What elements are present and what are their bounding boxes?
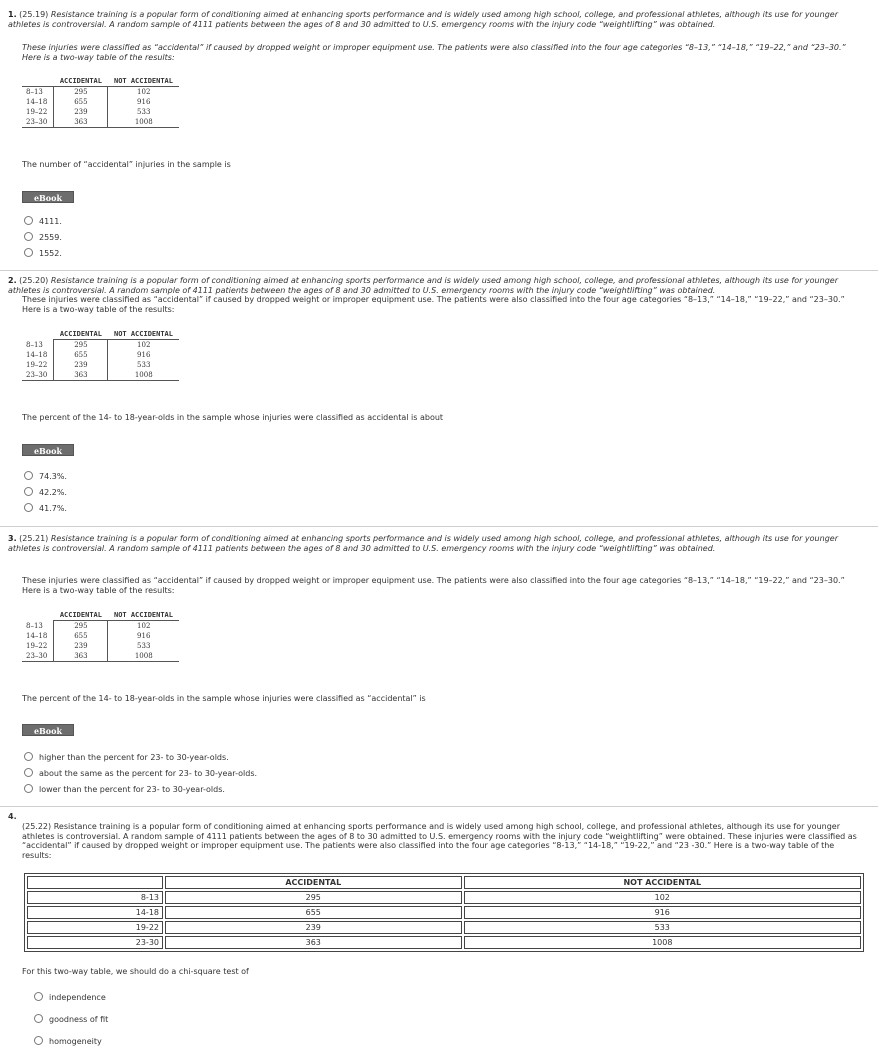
- radio-icon[interactable]: [24, 768, 33, 777]
- radio-icon[interactable]: [34, 1014, 43, 1023]
- radio-icon[interactable]: [24, 784, 33, 793]
- cell: 1008: [108, 370, 179, 381]
- answer-option[interactable]: [24, 471, 67, 483]
- row-label: 23–30: [22, 117, 54, 128]
- answer-option[interactable]: [34, 992, 106, 1004]
- divider: [0, 526, 878, 527]
- question-code: (25.22): [22, 822, 52, 831]
- answer-option[interactable]: [24, 248, 62, 260]
- cell: 295: [54, 87, 108, 98]
- row-label: 23-30: [27, 936, 163, 949]
- answer-option[interactable]: [24, 752, 229, 764]
- ebook-button[interactable]: eBook: [22, 444, 74, 456]
- radio-icon[interactable]: [34, 992, 43, 1001]
- cell: 533: [137, 642, 151, 650]
- row-label: 8–13: [22, 87, 54, 98]
- answer-option[interactable]: [24, 487, 67, 499]
- row-label: 23–30: [22, 651, 54, 662]
- cell: 533: [137, 361, 151, 369]
- ebook-button[interactable]: eBook: [22, 724, 74, 736]
- cell: 533: [464, 921, 861, 934]
- row-label: 8-13: [27, 891, 163, 904]
- option-label: about the same as the percent for 23- to 30-year-olds.: [39, 769, 258, 778]
- row-label: 19–22: [22, 360, 54, 370]
- divider: [0, 806, 878, 807]
- answer-option[interactable]: [24, 216, 62, 228]
- cell: 1008: [464, 936, 861, 949]
- data-table: [24, 873, 864, 952]
- answer-option[interactable]: [24, 784, 225, 796]
- question-number: 3.: [8, 534, 17, 543]
- ebook-button[interactable]: eBook: [22, 191, 74, 203]
- cell: 102: [464, 891, 861, 904]
- row-label: 23–30: [22, 370, 54, 381]
- option-label: independence: [49, 993, 106, 1002]
- question-number: 2.: [8, 276, 17, 285]
- col-accidental: ACCIDENTAL: [54, 610, 108, 621]
- option-label: goodness of fit: [49, 1015, 109, 1024]
- cell: 295: [54, 340, 108, 351]
- question-intro: Resistance training is a popular form of conditioning aimed at enhancing sports performance and is widely used among high school, college, and professional athletes, although its use for younger athletes is controversial. A random sample of 4111 patients between the ages of 8 and 30 admitted to U.S. emergency rooms with the injury code “weightlifting” was obtained.: [8, 276, 838, 295]
- col-accidental: ACCIDENTAL: [54, 76, 108, 87]
- question-intro: Resistance training is a popular form of conditioning aimed at enhancing sports performance and is widely used among high school, college, and professional athletes, although its use for younger athletes is controversial. A random sample of 4111 patients between the ages of 8 and 30 admitted to U.S. emergency rooms with the injury code “weightlifting” was obtained.: [8, 534, 838, 553]
- option-label: 74.3%.: [39, 472, 67, 481]
- row-label: 14–18: [22, 97, 54, 107]
- cell: 1008: [108, 651, 179, 662]
- cell: 655: [54, 97, 108, 107]
- cell: 916: [137, 632, 151, 640]
- answer-option[interactable]: [34, 1014, 108, 1026]
- option-label: 4111.: [39, 217, 62, 226]
- cell: 102: [137, 341, 151, 349]
- col-not-accidental: NOT ACCIDENTAL: [108, 76, 179, 87]
- cell: 363: [165, 936, 462, 949]
- cell: 239: [165, 921, 462, 934]
- radio-icon[interactable]: [24, 232, 33, 241]
- question-4-header: [22, 822, 860, 860]
- question-1-header: [8, 10, 860, 29]
- data-table: [22, 610, 179, 662]
- radio-icon[interactable]: [34, 1036, 43, 1045]
- row-label: 19-22: [27, 921, 163, 934]
- option-label: higher than the percent for 23- to 30-year-olds.: [39, 753, 229, 762]
- row-label: 8–13: [22, 621, 54, 632]
- data-table: [22, 329, 179, 381]
- row-label: 14–18: [22, 631, 54, 641]
- radio-icon[interactable]: [24, 503, 33, 512]
- row-label: 14-18: [27, 906, 163, 919]
- cell: 102: [137, 88, 151, 96]
- question-2-header: [8, 276, 860, 295]
- cell: 102: [137, 622, 151, 630]
- row-label: 19–22: [22, 641, 54, 651]
- cell: 363: [54, 117, 108, 128]
- divider: [0, 270, 878, 271]
- answer-option[interactable]: [24, 232, 62, 244]
- cell: 295: [54, 621, 108, 632]
- question-prompt: For this two-way table, we should do a chi-square test of: [22, 967, 249, 976]
- question-3-header: [8, 534, 860, 553]
- radio-icon[interactable]: [24, 248, 33, 257]
- col-not-accidental: NOT ACCIDENTAL: [464, 876, 861, 889]
- radio-icon[interactable]: [24, 487, 33, 496]
- radio-icon[interactable]: [24, 752, 33, 761]
- question-classification: These injuries were classified as “accidental” if caused by dropped weight or improper equipment use. The patients were also classified into the four age categories “8–13,” “14–18,” “19–22,” and “23–30.” Here is a two-way table of the results:: [22, 43, 846, 62]
- row-label: 8–13: [22, 340, 54, 351]
- cell: 655: [165, 906, 462, 919]
- col-not-accidental: NOT ACCIDENTAL: [108, 329, 179, 340]
- cell: 916: [464, 906, 861, 919]
- cell: 655: [54, 631, 108, 641]
- option-label: homogeneity: [49, 1037, 102, 1046]
- cell: 363: [54, 370, 108, 381]
- cell: 295: [165, 891, 462, 904]
- answer-option[interactable]: [24, 768, 257, 780]
- cell: 239: [54, 107, 108, 117]
- cell: 916: [137, 351, 151, 359]
- question-number: 1.: [8, 10, 17, 19]
- answer-option[interactable]: [34, 1036, 102, 1048]
- option-label: 42.2%.: [39, 488, 67, 497]
- cell: 239: [54, 641, 108, 651]
- option-label: 2559.: [39, 233, 62, 242]
- cell: 239: [54, 360, 108, 370]
- option-label: lower than the percent for 23- to 30-year-olds.: [39, 785, 225, 794]
- question-classification: These injuries were classified as “accidental” if caused by dropped weight or improper equipment use. The patients were also classified into the four age categories “8–13,” “14–18,” “19–22,” and “23–30.” Here is a two-way table of the results:: [22, 295, 845, 314]
- question-classification: These injuries were classified as “accidental” if caused by dropped weight or improper equipment use. The patients were also classified into the four age categories “8–13,” “14–18,” “19–22,” and “23–30.” Here is a two-way table of the results:: [22, 576, 845, 595]
- question-number: 4.: [8, 812, 17, 821]
- data-table: [22, 76, 179, 128]
- cell: 533: [137, 108, 151, 116]
- radio-icon[interactable]: [24, 471, 33, 480]
- cell: 363: [54, 651, 108, 662]
- question-prompt: The percent of the 14- to 18-year-olds in the sample whose injuries were classified as accidental is about: [22, 413, 444, 422]
- row-label: 14–18: [22, 350, 54, 360]
- cell: 916: [137, 98, 151, 106]
- question-intro: Resistance training is a popular form of conditioning aimed at enhancing sports performance and is widely used among high school, college, and professional athletes, although its use for younger athletes is controversial. A random sample of 4111 patients between the ages of 8 to 30 admitted to U.S. emergency rooms with the injury code “weightlifting” were obtained. These injuries were classified as “accidental” if caused by dropped weight or improper equipment use. The patients were also classified into the four age categories “8-13,” “14-18,” “19-22,” and “23 -30.” Here is a two-way table of the results:: [22, 822, 857, 860]
- option-label: 1552.: [39, 249, 62, 258]
- row-label: 19–22: [22, 107, 54, 117]
- col-accidental: ACCIDENTAL: [54, 329, 108, 340]
- cell: 1008: [108, 117, 179, 128]
- question-prompt: The percent of the 14- to 18-year-olds in the sample whose injuries were classified as “accidental” is: [22, 694, 426, 703]
- question-intro: Resistance training is a popular form of conditioning aimed at enhancing sports performance and is widely used among high school, college, and professional athletes, although its use for younger athletes is controversial. A random sample of 4111 patients between the ages of 8 and 30 admitted to U.S. emergency rooms with the injury code “weightlifting” was obtained.: [8, 10, 838, 29]
- question-code: (25.19): [19, 10, 49, 19]
- option-label: 41.7%.: [39, 504, 67, 513]
- col-not-accidental: NOT ACCIDENTAL: [108, 610, 179, 621]
- question-code: (25.21): [19, 534, 49, 543]
- answer-option[interactable]: [24, 503, 67, 515]
- radio-icon[interactable]: [24, 216, 33, 225]
- col-accidental: ACCIDENTAL: [165, 876, 462, 889]
- cell: 655: [54, 350, 108, 360]
- question-prompt: The number of “accidental” injuries in the sample is: [22, 160, 231, 169]
- question-code: (25.20): [19, 276, 49, 285]
